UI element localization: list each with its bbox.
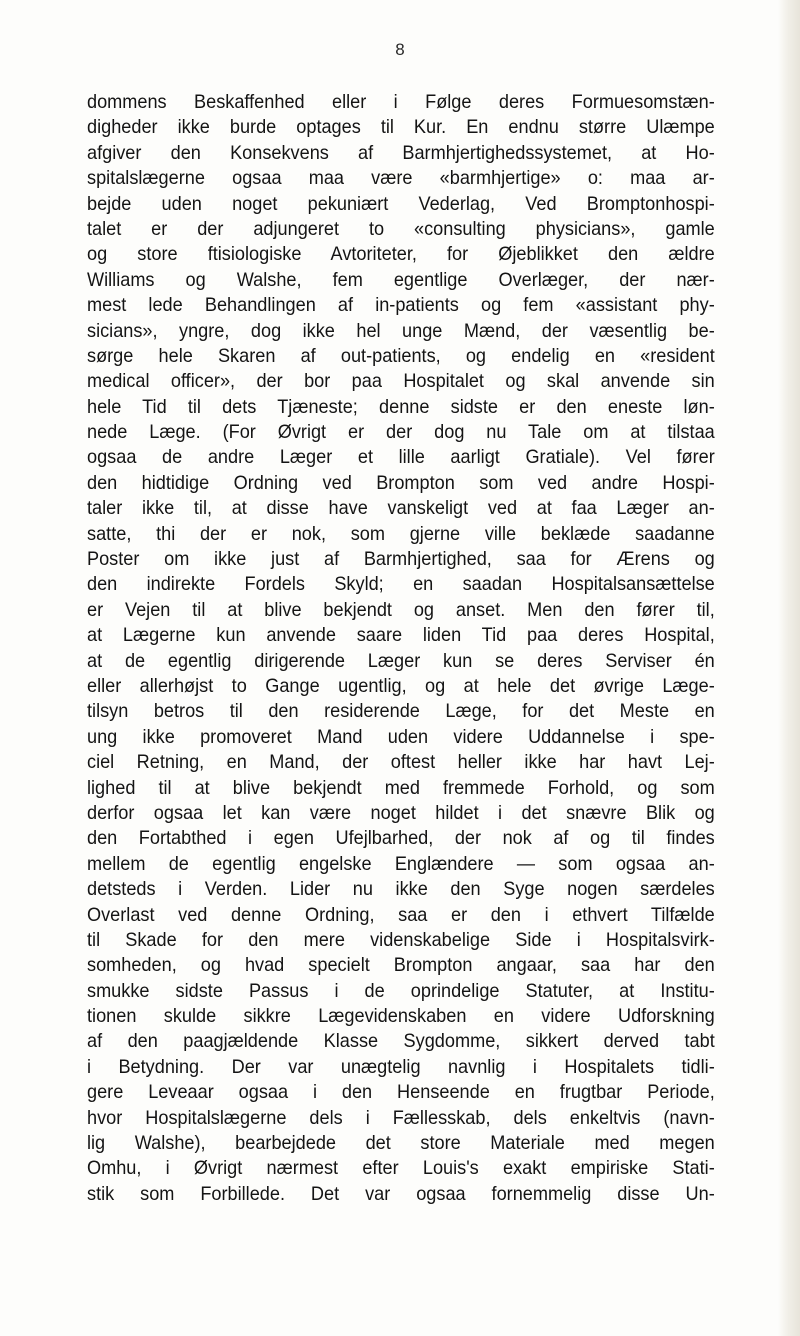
text-line: mest lede Behandlingen af in-patients og fem «assistant phy- xyxy=(87,294,715,317)
text-line: Poster om ikke just af Barmhjertighed, saa for Ærens og xyxy=(87,548,715,571)
text-line: somheden, og hvad specielt Brompton angaar, saa har den xyxy=(87,954,715,977)
text-line: i Betydning. Der var unægtelig navnlig i Hospitalets tidli- xyxy=(87,1055,715,1078)
text-line: eller allerhøjst to Gange ugentlig, og at hele det øvrige Læge- xyxy=(87,674,715,697)
text-line: afgiver den Konsekvens af Barmhjertighedssystemet, at Ho- xyxy=(87,141,715,164)
text-line: den hidtidige Ordning ved Brompton som ved andre Hospi- xyxy=(87,471,715,494)
text-line: at de egentlig dirigerende Læger kun se deres Serviser én xyxy=(87,649,715,672)
text-line: Overlast ved denne Ordning, saa er den i ethvert Tilfælde xyxy=(87,903,715,926)
text-line: af den paagjældende Klasse Sygdomme, sikkert derved tabt xyxy=(87,1030,715,1053)
text-line: lig Walshe), bearbejdede det store Materiale med megen xyxy=(87,1132,715,1155)
text-line: taler ikke til, at disse have vanskeligt ved at faa Læger an- xyxy=(87,497,715,520)
text-line: nede Læge. (For Øvrigt er der dog nu Tale om at tilstaa xyxy=(87,421,715,444)
text-line: er Vejen til at blive bekjendt og anset. Men den fører til, xyxy=(87,598,715,621)
text-line: medical officer», der bor paa Hospitalet og skal anvende sin xyxy=(87,370,715,393)
text-line: Williams og Walshe, fem egentlige Overlæger, der nær- xyxy=(87,268,715,291)
text-line: stik som Forbillede. Det var ogsaa fornemmelig disse Un- xyxy=(87,1182,715,1205)
text-line: at Lægerne kun anvende saare liden Tid paa deres Hospital, xyxy=(87,624,715,647)
page-edge-shadow xyxy=(778,0,800,1336)
text-line: tionen skulde sikkre Lægevidenskaben en videre Udforskning xyxy=(87,1005,715,1028)
text-line: gere Leveaar ogsaa i den Henseende en frugtbar Periode, xyxy=(87,1081,715,1104)
text-line: lighed til at blive bekjendt med fremmede Forhold, og som xyxy=(87,776,715,799)
text-line: spitalslægerne ogsaa maa være «barmhjertige» o: maa ar- xyxy=(87,167,715,190)
text-line: ogsaa de andre Læger et lille aarligt Gratiale). Vel fører xyxy=(87,446,715,469)
text-line: smukke sidste Passus i de oprindelige Statuter, at Institu- xyxy=(87,979,715,1002)
text-line: sicians», yngre, dog ikke hel unge Mænd, der væsentlig be- xyxy=(87,319,715,342)
text-line: og store ftisiologiske Avtoriteter, for Øjeblikket den ældre xyxy=(87,243,715,266)
body-text xyxy=(87,90,715,1207)
text-line: bejde uden noget pekuniært Vederlag, Ved Bromptonhospi- xyxy=(87,192,715,215)
text-line: digheder ikke burde optages til Kur. En endnu større Ulæmpe xyxy=(87,116,715,139)
text-line: ung ikke promoveret Mand uden videre Uddannelse i spe- xyxy=(87,725,715,748)
text-line: den Fortabthed i egen Ufejlbarhed, der nok af og til findes xyxy=(87,827,715,850)
page-number: 8 xyxy=(395,40,405,59)
text-line: den indirekte Fordels Skyld; en saadan Hospitalsansættelse xyxy=(87,573,715,596)
text-line: detsteds i Verden. Lider nu ikke den Syge nogen særdeles xyxy=(87,878,715,901)
text-line: dommens Beskaffenhed eller i Følge deres Formuesomstæn- xyxy=(87,91,715,113)
text-line: Omhu, i Øvrigt nærmest efter Louis's exakt empiriske Stati- xyxy=(87,1157,715,1180)
text-line: talet er der adjungeret to «consulting physicians», gamle xyxy=(87,217,715,240)
text-line: hvor Hospitalslægerne dels i Fællesskab, dels enkeltvis (navn- xyxy=(87,1106,715,1129)
text-line: ciel Retning, en Mand, der oftest heller ikke har havt Lej- xyxy=(87,751,715,774)
text-line: tilsyn betros til den residerende Læge, for det Meste en xyxy=(87,700,715,723)
text-line: sørge hele Skaren af out-patients, og endelig en «resident xyxy=(87,344,715,367)
text-line: satte, thi der er nok, som gjerne ville beklæde saadanne xyxy=(87,522,715,545)
text-line: til Skade for den mere videnskabelige Side i Hospitalsvirk- xyxy=(87,928,715,951)
text-line: mellem de egentlig engelske Englændere — som ogsaa an- xyxy=(87,852,715,875)
text-line: hele Tid til dets Tjæneste; denne sidste er den eneste løn- xyxy=(87,395,715,418)
text-line: derfor ogsaa let kan være noget hildet i det snævre Blik og xyxy=(87,801,715,824)
